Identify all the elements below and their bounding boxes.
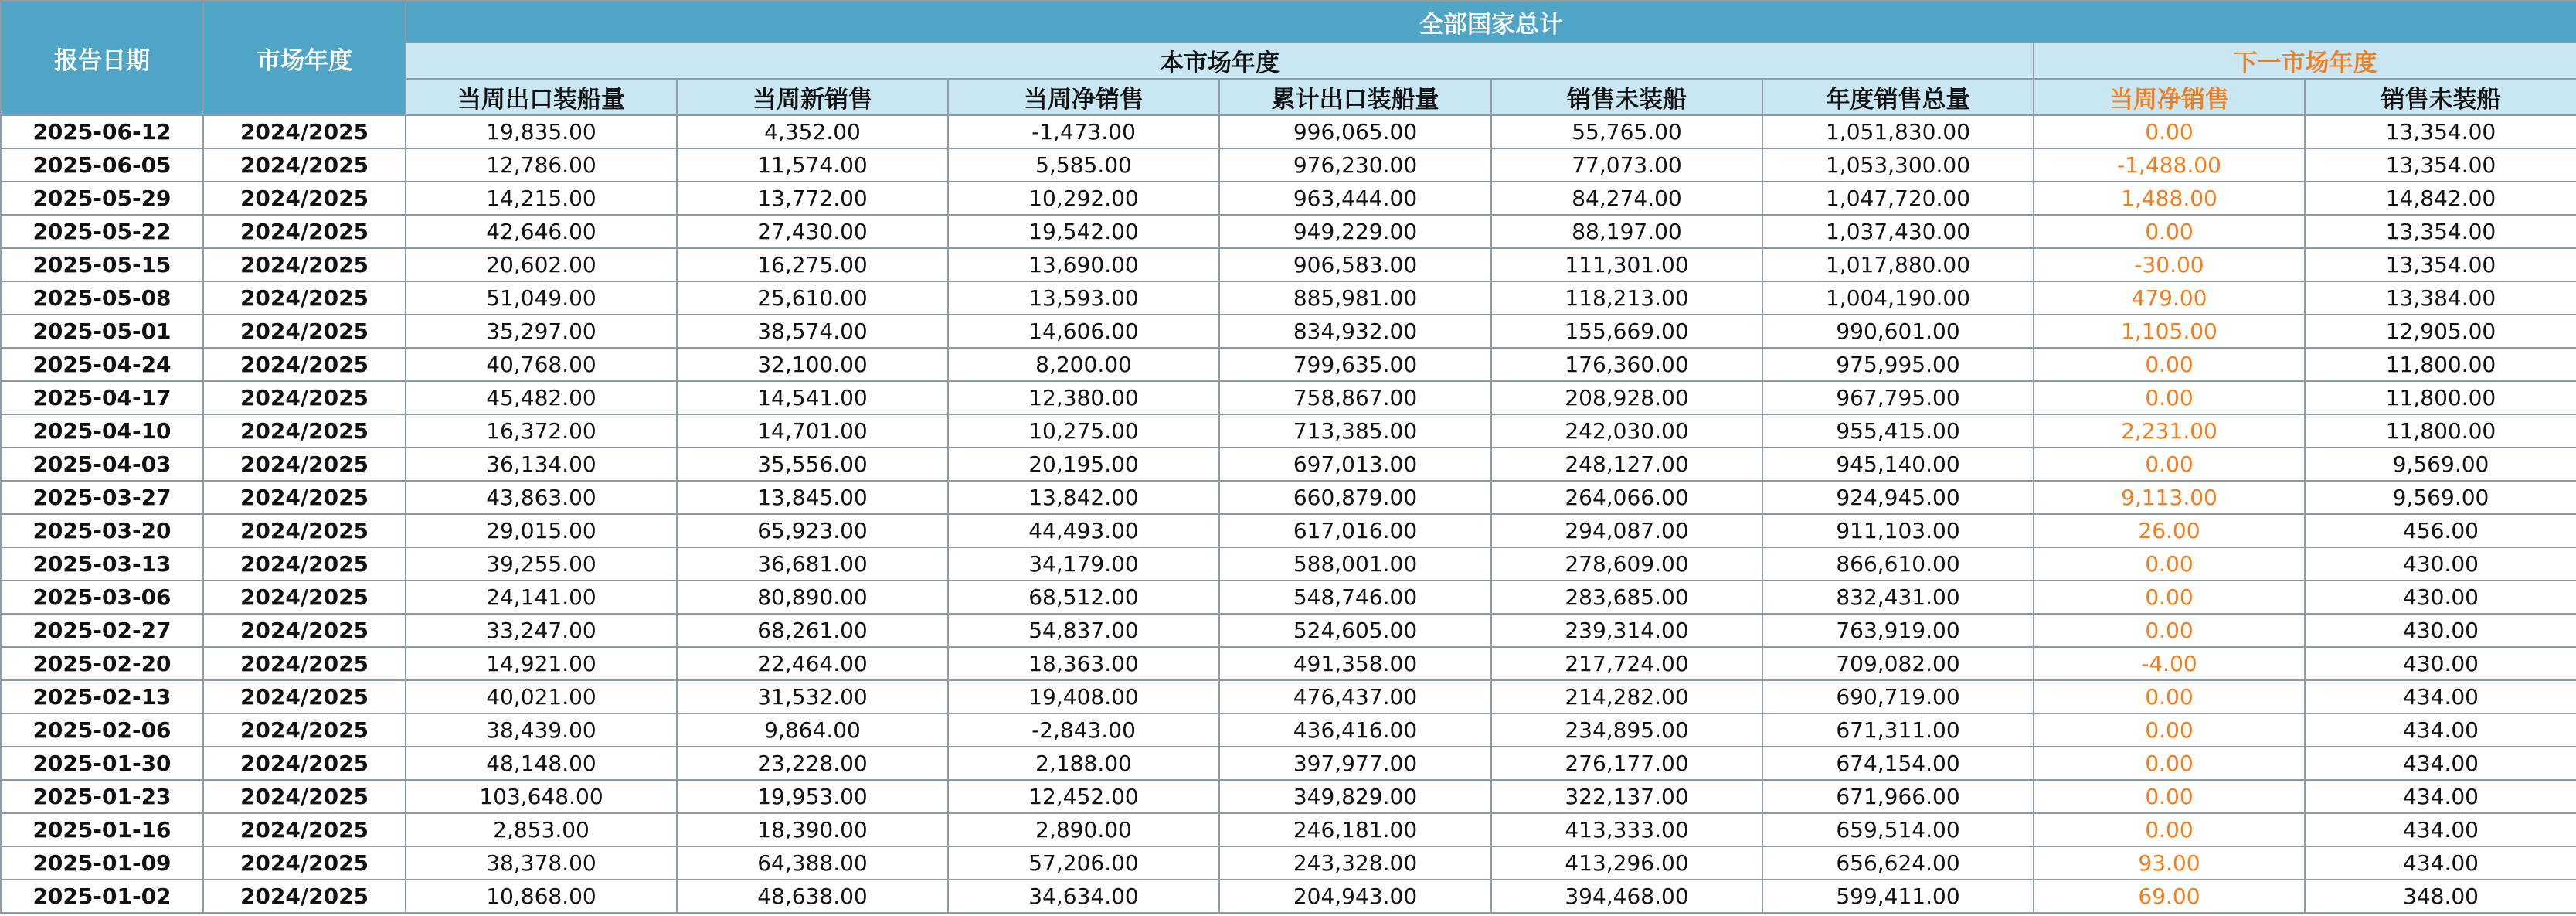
cell-weekly-net-sales[interactable]: 2,188.00 (948, 747, 1219, 780)
cell-next-weekly-net-sales[interactable]: 0.00 (2034, 547, 2305, 581)
cell-total-commitments[interactable]: 674,154.00 (1762, 747, 2034, 780)
cell-market-year[interactable]: 2024/2025 (203, 813, 406, 846)
cell-weekly-net-sales[interactable]: 12,452.00 (948, 780, 1219, 813)
cell-weekly-net-sales[interactable]: 13,842.00 (948, 481, 1219, 514)
table-row[interactable] (1, 780, 2576, 813)
cell-cumulative-exports[interactable]: 906,583.00 (1219, 248, 1491, 281)
cell-total-commitments[interactable]: 967,795.00 (1762, 381, 2034, 414)
cell-report-date[interactable]: 2025-03-27 (1, 481, 203, 514)
cell-weekly-exports[interactable]: 16,372.00 (406, 414, 677, 448)
cell-next-outstanding-sales[interactable]: 13,354.00 (2305, 215, 2576, 248)
table-row[interactable] (1, 581, 2576, 614)
cell-cumulative-exports[interactable]: 976,230.00 (1219, 148, 1491, 182)
cell-weekly-exports[interactable]: 38,378.00 (406, 846, 677, 880)
cell-market-year[interactable]: 2024/2025 (203, 713, 406, 747)
cell-outstanding-sales[interactable]: 208,928.00 (1491, 381, 1762, 414)
cell-report-date[interactable]: 2025-04-24 (1, 348, 203, 381)
header-all-countries-total: 全部国家总计 (406, 1, 2576, 43)
cell-outstanding-sales[interactable]: 264,066.00 (1491, 481, 1762, 514)
cell-report-date[interactable]: 2025-05-22 (1, 215, 203, 248)
cell-outstanding-sales[interactable]: 88,197.00 (1491, 215, 1762, 248)
cell-weekly-net-sales[interactable]: 10,275.00 (948, 414, 1219, 448)
cell-total-commitments[interactable]: 1,037,430.00 (1762, 215, 2034, 248)
table-row[interactable] (1, 713, 2576, 747)
cell-report-date[interactable]: 2025-01-09 (1, 846, 203, 880)
cell-total-commitments[interactable]: 671,966.00 (1762, 780, 2034, 813)
cell-cumulative-exports[interactable]: 548,746.00 (1219, 581, 1491, 614)
table-row[interactable] (1, 614, 2576, 647)
cell-total-commitments[interactable]: 1,017,880.00 (1762, 248, 2034, 281)
cell-total-commitments[interactable]: 1,004,190.00 (1762, 281, 2034, 315)
cell-next-outstanding-sales[interactable]: 13,354.00 (2305, 248, 2576, 281)
header-next-market-year: 下一市场年度 (2034, 43, 2576, 79)
cell-cumulative-exports[interactable]: 660,879.00 (1219, 481, 1491, 514)
cell-total-commitments[interactable]: 975,995.00 (1762, 348, 2034, 381)
cell-market-year[interactable]: 2024/2025 (203, 680, 406, 713)
cell-weekly-net-sales[interactable]: 44,493.00 (948, 514, 1219, 547)
table-row[interactable] (1, 315, 2576, 348)
cell-market-year[interactable]: 2024/2025 (203, 780, 406, 813)
cell-weekly-net-sales[interactable]: 8,200.00 (948, 348, 1219, 381)
cell-next-outstanding-sales[interactable]: 11,800.00 (2305, 381, 2576, 414)
cell-weekly-new-sales[interactable]: 65,923.00 (677, 514, 948, 547)
cell-weekly-net-sales[interactable]: 19,542.00 (948, 215, 1219, 248)
table-row[interactable] (1, 846, 2576, 880)
cell-next-weekly-net-sales[interactable]: 0.00 (2034, 713, 2305, 747)
cell-next-weekly-net-sales[interactable]: 0.00 (2034, 780, 2305, 813)
cell-report-date[interactable]: 2025-05-01 (1, 315, 203, 348)
cell-weekly-exports[interactable]: 42,646.00 (406, 215, 677, 248)
cell-next-outstanding-sales[interactable]: 13,354.00 (2305, 115, 2576, 148)
cell-weekly-new-sales[interactable]: 36,681.00 (677, 547, 948, 581)
cell-next-outstanding-sales[interactable]: 430.00 (2305, 614, 2576, 647)
cell-market-year[interactable]: 2024/2025 (203, 315, 406, 348)
cell-report-date[interactable]: 2025-03-13 (1, 547, 203, 581)
cell-total-commitments[interactable]: 1,047,720.00 (1762, 182, 2034, 215)
cell-outstanding-sales[interactable]: 294,087.00 (1491, 514, 1762, 547)
cell-total-commitments[interactable]: 656,624.00 (1762, 846, 2034, 880)
cell-weekly-new-sales[interactable]: 22,464.00 (677, 647, 948, 680)
cell-outstanding-sales[interactable]: 413,333.00 (1491, 813, 1762, 846)
cell-cumulative-exports[interactable]: 491,358.00 (1219, 647, 1491, 680)
header-market-year[interactable]: 市场年度 (203, 1, 406, 115)
cell-next-outstanding-sales[interactable]: 434.00 (2305, 680, 2576, 713)
cell-next-weekly-net-sales[interactable]: 0.00 (2034, 680, 2305, 713)
table-header (1, 1, 2576, 115)
cell-outstanding-sales[interactable]: 242,030.00 (1491, 414, 1762, 448)
cell-total-commitments[interactable]: 866,610.00 (1762, 547, 2034, 581)
cell-weekly-new-sales[interactable]: 19,953.00 (677, 780, 948, 813)
cell-weekly-net-sales[interactable]: 2,890.00 (948, 813, 1219, 846)
cell-market-year[interactable]: 2024/2025 (203, 614, 406, 647)
cell-outstanding-sales[interactable]: 234,895.00 (1491, 713, 1762, 747)
cell-next-weekly-net-sales[interactable]: -4.00 (2034, 647, 2305, 680)
cell-next-outstanding-sales[interactable]: 14,842.00 (2305, 182, 2576, 215)
cell-cumulative-exports[interactable]: 885,981.00 (1219, 281, 1491, 315)
cell-report-date[interactable]: 2025-05-08 (1, 281, 203, 315)
cell-report-date[interactable]: 2025-01-23 (1, 780, 203, 813)
cell-weekly-net-sales[interactable]: 34,634.00 (948, 880, 1219, 913)
cell-total-commitments[interactable]: 671,311.00 (1762, 713, 2034, 747)
cell-next-weekly-net-sales[interactable]: 2,231.00 (2034, 414, 2305, 448)
cell-cumulative-exports[interactable]: 524,605.00 (1219, 614, 1491, 647)
cell-cumulative-exports[interactable]: 996,065.00 (1219, 115, 1491, 148)
cell-total-commitments[interactable]: 955,415.00 (1762, 414, 2034, 448)
cell-next-weekly-net-sales[interactable]: 1,105.00 (2034, 315, 2305, 348)
cell-next-outstanding-sales[interactable]: 434.00 (2305, 813, 2576, 846)
cell-market-year[interactable]: 2024/2025 (203, 215, 406, 248)
cell-next-outstanding-sales[interactable]: 434.00 (2305, 846, 2576, 880)
cell-outstanding-sales[interactable]: 322,137.00 (1491, 780, 1762, 813)
cell-outstanding-sales[interactable]: 239,314.00 (1491, 614, 1762, 647)
cell-weekly-new-sales[interactable]: 9,864.00 (677, 713, 948, 747)
cell-market-year[interactable]: 2024/2025 (203, 547, 406, 581)
cell-cumulative-exports[interactable]: 799,635.00 (1219, 348, 1491, 381)
cell-weekly-new-sales[interactable]: 80,890.00 (677, 581, 948, 614)
cell-total-commitments[interactable]: 659,514.00 (1762, 813, 2034, 846)
cell-outstanding-sales[interactable]: 283,685.00 (1491, 581, 1762, 614)
cell-market-year[interactable]: 2024/2025 (203, 148, 406, 182)
cell-cumulative-exports[interactable]: 963,444.00 (1219, 182, 1491, 215)
cell-outstanding-sales[interactable]: 176,360.00 (1491, 348, 1762, 381)
cell-weekly-net-sales[interactable]: -1,473.00 (948, 115, 1219, 148)
cell-weekly-exports[interactable]: 40,021.00 (406, 680, 677, 713)
table-row[interactable] (1, 448, 2576, 481)
cell-cumulative-exports[interactable]: 204,943.00 (1219, 880, 1491, 913)
cell-cumulative-exports[interactable]: 697,013.00 (1219, 448, 1491, 481)
cell-total-commitments[interactable]: 1,051,830.00 (1762, 115, 2034, 148)
cell-next-outstanding-sales[interactable]: 348.00 (2305, 880, 2576, 913)
cell-weekly-exports[interactable]: 12,786.00 (406, 148, 677, 182)
cell-next-outstanding-sales[interactable]: 434.00 (2305, 713, 2576, 747)
cell-weekly-exports[interactable]: 14,921.00 (406, 647, 677, 680)
cell-weekly-exports[interactable]: 103,648.00 (406, 780, 677, 813)
cell-outstanding-sales[interactable]: 155,669.00 (1491, 315, 1762, 348)
cell-weekly-net-sales[interactable]: 20,195.00 (948, 448, 1219, 481)
cell-total-commitments[interactable]: 1,053,300.00 (1762, 148, 2034, 182)
cell-weekly-net-sales[interactable]: 54,837.00 (948, 614, 1219, 647)
cell-cumulative-exports[interactable]: 436,416.00 (1219, 713, 1491, 747)
cell-weekly-exports[interactable]: 14,215.00 (406, 182, 677, 215)
table-row[interactable] (1, 514, 2576, 547)
cell-report-date[interactable]: 2025-04-03 (1, 448, 203, 481)
cell-next-outstanding-sales[interactable]: 434.00 (2305, 780, 2576, 813)
cell-weekly-exports[interactable]: 39,255.00 (406, 547, 677, 581)
cell-next-weekly-net-sales[interactable]: -1,488.00 (2034, 148, 2305, 182)
header-weekly-new-sales[interactable]: 当周新销售 (677, 79, 948, 115)
cell-weekly-new-sales[interactable]: 35,556.00 (677, 448, 948, 481)
cell-weekly-net-sales[interactable]: 10,292.00 (948, 182, 1219, 215)
cell-weekly-net-sales[interactable]: 12,380.00 (948, 381, 1219, 414)
cell-next-outstanding-sales[interactable]: 434.00 (2305, 747, 2576, 780)
cell-report-date[interactable]: 2025-04-10 (1, 414, 203, 448)
cell-weekly-net-sales[interactable]: 19,408.00 (948, 680, 1219, 713)
cell-weekly-exports[interactable]: 51,049.00 (406, 281, 677, 315)
cell-report-date[interactable]: 2025-03-20 (1, 514, 203, 547)
cell-outstanding-sales[interactable]: 111,301.00 (1491, 248, 1762, 281)
cell-outstanding-sales[interactable]: 77,073.00 (1491, 148, 1762, 182)
cell-next-weekly-net-sales[interactable]: 0.00 (2034, 581, 2305, 614)
header-current-market-year: 本市场年度 (406, 43, 2034, 79)
cell-report-date[interactable]: 2025-03-06 (1, 581, 203, 614)
header-next-weekly-net-sales[interactable]: 当周净销售 (2034, 79, 2305, 115)
cell-weekly-exports[interactable]: 36,134.00 (406, 448, 677, 481)
table-row[interactable] (1, 148, 2576, 182)
cell-outstanding-sales[interactable]: 276,177.00 (1491, 747, 1762, 780)
cell-market-year[interactable]: 2024/2025 (203, 581, 406, 614)
cell-next-weekly-net-sales[interactable]: 93.00 (2034, 846, 2305, 880)
cell-next-weekly-net-sales[interactable]: 0.00 (2034, 381, 2305, 414)
cell-next-outstanding-sales[interactable]: 9,569.00 (2305, 448, 2576, 481)
cell-market-year[interactable]: 2024/2025 (203, 381, 406, 414)
cell-next-outstanding-sales[interactable]: 12,905.00 (2305, 315, 2576, 348)
cell-weekly-exports[interactable]: 24,141.00 (406, 581, 677, 614)
cell-weekly-net-sales[interactable]: 68,512.00 (948, 581, 1219, 614)
cell-market-year[interactable]: 2024/2025 (203, 647, 406, 680)
cell-total-commitments[interactable]: 924,945.00 (1762, 481, 2034, 514)
header-outstanding-sales[interactable]: 销售未装船 (1491, 79, 1762, 115)
cell-total-commitments[interactable]: 911,103.00 (1762, 514, 2034, 547)
cell-weekly-net-sales[interactable]: 18,363.00 (948, 647, 1219, 680)
table-row[interactable] (1, 813, 2576, 846)
cell-report-date[interactable]: 2025-05-15 (1, 248, 203, 281)
cell-report-date[interactable]: 2025-02-06 (1, 713, 203, 747)
table-row[interactable] (1, 182, 2576, 215)
cell-outstanding-sales[interactable]: 118,213.00 (1491, 281, 1762, 315)
cell-next-outstanding-sales[interactable]: 11,800.00 (2305, 348, 2576, 381)
cell-next-outstanding-sales[interactable]: 456.00 (2305, 514, 2576, 547)
table-row[interactable] (1, 414, 2576, 448)
table-row[interactable] (1, 680, 2576, 713)
header-weekly-net-sales[interactable]: 当周净销售 (948, 79, 1219, 115)
cell-outstanding-sales[interactable]: 84,274.00 (1491, 182, 1762, 215)
cell-weekly-new-sales[interactable]: 64,388.00 (677, 846, 948, 880)
cell-weekly-exports[interactable]: 48,148.00 (406, 747, 677, 780)
cell-weekly-exports[interactable]: 45,482.00 (406, 381, 677, 414)
cell-report-date[interactable]: 2025-01-02 (1, 880, 203, 913)
table-row[interactable] (1, 348, 2576, 381)
cell-market-year[interactable]: 2024/2025 (203, 348, 406, 381)
cell-next-outstanding-sales[interactable]: 13,384.00 (2305, 281, 2576, 315)
cell-next-weekly-net-sales[interactable]: 479.00 (2034, 281, 2305, 315)
cell-weekly-exports[interactable]: 38,439.00 (406, 713, 677, 747)
cell-outstanding-sales[interactable]: 394,468.00 (1491, 880, 1762, 913)
cell-weekly-net-sales[interactable]: 14,606.00 (948, 315, 1219, 348)
header-weekly-exports[interactable]: 当周出口装船量 (406, 79, 677, 115)
table-row[interactable] (1, 481, 2576, 514)
cell-market-year[interactable]: 2024/2025 (203, 747, 406, 780)
cell-weekly-exports[interactable]: 40,768.00 (406, 348, 677, 381)
cell-next-outstanding-sales[interactable]: 11,800.00 (2305, 414, 2576, 448)
cell-next-outstanding-sales[interactable]: 430.00 (2305, 547, 2576, 581)
cell-report-date[interactable]: 2025-01-16 (1, 813, 203, 846)
cell-next-weekly-net-sales[interactable]: 1,488.00 (2034, 182, 2305, 215)
cell-weekly-new-sales[interactable]: 27,430.00 (677, 215, 948, 248)
cell-outstanding-sales[interactable]: 214,282.00 (1491, 680, 1762, 713)
cell-weekly-exports[interactable]: 20,602.00 (406, 248, 677, 281)
header-report-date[interactable]: 报告日期 (1, 1, 203, 115)
cell-next-weekly-net-sales[interactable]: 69.00 (2034, 880, 2305, 913)
cell-weekly-exports[interactable]: 29,015.00 (406, 514, 677, 547)
cell-market-year[interactable]: 2024/2025 (203, 846, 406, 880)
cell-weekly-new-sales[interactable]: 48,638.00 (677, 880, 948, 913)
table-row[interactable] (1, 381, 2576, 414)
table-row[interactable] (1, 248, 2576, 281)
cell-report-date[interactable]: 2025-04-17 (1, 381, 203, 414)
cell-next-weekly-net-sales[interactable]: 9,113.00 (2034, 481, 2305, 514)
cell-next-weekly-net-sales[interactable]: 0.00 (2034, 348, 2305, 381)
cell-weekly-new-sales[interactable]: 4,352.00 (677, 115, 948, 148)
cell-weekly-new-sales[interactable]: 68,261.00 (677, 614, 948, 647)
table-row[interactable] (1, 547, 2576, 581)
cell-total-commitments[interactable]: 709,082.00 (1762, 647, 2034, 680)
table-body (1, 115, 2576, 913)
cell-weekly-net-sales[interactable]: 13,593.00 (948, 281, 1219, 315)
table-row[interactable] (1, 115, 2576, 148)
cell-next-weekly-net-sales[interactable]: 26.00 (2034, 514, 2305, 547)
cell-weekly-new-sales[interactable]: 18,390.00 (677, 813, 948, 846)
cell-next-outstanding-sales[interactable]: 13,354.00 (2305, 148, 2576, 182)
cell-next-outstanding-sales[interactable]: 430.00 (2305, 647, 2576, 680)
cell-report-date[interactable]: 2025-06-12 (1, 115, 203, 148)
cell-report-date[interactable]: 2025-02-20 (1, 647, 203, 680)
cell-weekly-new-sales[interactable]: 16,275.00 (677, 248, 948, 281)
table-row[interactable] (1, 215, 2576, 248)
cell-weekly-new-sales[interactable]: 13,845.00 (677, 481, 948, 514)
header-next-outstanding-sales[interactable]: 销售未装船 (2305, 79, 2576, 115)
cell-cumulative-exports[interactable]: 588,001.00 (1219, 547, 1491, 581)
cell-cumulative-exports[interactable]: 617,016.00 (1219, 514, 1491, 547)
cell-weekly-exports[interactable]: 19,835.00 (406, 115, 677, 148)
cell-report-date[interactable]: 2025-06-05 (1, 148, 203, 182)
cell-weekly-new-sales[interactable]: 11,574.00 (677, 148, 948, 182)
cell-total-commitments[interactable]: 690,719.00 (1762, 680, 2034, 713)
cell-weekly-new-sales[interactable]: 23,228.00 (677, 747, 948, 780)
cell-report-date[interactable]: 2025-02-13 (1, 680, 203, 713)
cell-cumulative-exports[interactable]: 476,437.00 (1219, 680, 1491, 713)
header-cumulative-exports[interactable]: 累计出口装船量 (1219, 79, 1491, 115)
cell-next-weekly-net-sales[interactable]: 0.00 (2034, 614, 2305, 647)
cell-weekly-exports[interactable]: 33,247.00 (406, 614, 677, 647)
cell-market-year[interactable]: 2024/2025 (203, 448, 406, 481)
cell-weekly-new-sales[interactable]: 13,772.00 (677, 182, 948, 215)
cell-market-year[interactable]: 2024/2025 (203, 514, 406, 547)
cell-weekly-new-sales[interactable]: 32,100.00 (677, 348, 948, 381)
cell-outstanding-sales[interactable]: 55,765.00 (1491, 115, 1762, 148)
cell-weekly-net-sales[interactable]: 5,585.00 (948, 148, 1219, 182)
cell-next-outstanding-sales[interactable]: 430.00 (2305, 581, 2576, 614)
cell-weekly-net-sales[interactable]: 34,179.00 (948, 547, 1219, 581)
cell-weekly-new-sales[interactable]: 31,532.00 (677, 680, 948, 713)
cell-cumulative-exports[interactable]: 246,181.00 (1219, 813, 1491, 846)
cell-weekly-new-sales[interactable]: 14,701.00 (677, 414, 948, 448)
cell-total-commitments[interactable]: 990,601.00 (1762, 315, 2034, 348)
cell-weekly-net-sales[interactable]: 13,690.00 (948, 248, 1219, 281)
cell-cumulative-exports[interactable]: 949,229.00 (1219, 215, 1491, 248)
header-total-commitments[interactable]: 年度销售总量 (1762, 79, 2034, 115)
cell-weekly-net-sales[interactable]: 57,206.00 (948, 846, 1219, 880)
cell-cumulative-exports[interactable]: 713,385.00 (1219, 414, 1491, 448)
cell-weekly-new-sales[interactable]: 25,610.00 (677, 281, 948, 315)
cell-weekly-new-sales[interactable]: 38,574.00 (677, 315, 948, 348)
cell-market-year[interactable]: 2024/2025 (203, 248, 406, 281)
table-row[interactable] (1, 880, 2576, 913)
cell-total-commitments[interactable]: 763,919.00 (1762, 614, 2034, 647)
table-row[interactable] (1, 281, 2576, 315)
table-row[interactable] (1, 747, 2576, 780)
cell-outstanding-sales[interactable]: 217,724.00 (1491, 647, 1762, 680)
cell-market-year[interactable]: 2024/2025 (203, 115, 406, 148)
cell-outstanding-sales[interactable]: 248,127.00 (1491, 448, 1762, 481)
cell-weekly-exports[interactable]: 43,863.00 (406, 481, 677, 514)
cell-next-weekly-net-sales[interactable]: 0.00 (2034, 813, 2305, 846)
cell-market-year[interactable]: 2024/2025 (203, 880, 406, 913)
cell-total-commitments[interactable]: 945,140.00 (1762, 448, 2034, 481)
cell-weekly-exports[interactable]: 2,853.00 (406, 813, 677, 846)
cell-report-date[interactable]: 2025-02-27 (1, 614, 203, 647)
cell-market-year[interactable]: 2024/2025 (203, 414, 406, 448)
cell-total-commitments[interactable]: 832,431.00 (1762, 581, 2034, 614)
cell-weekly-exports[interactable]: 35,297.00 (406, 315, 677, 348)
cell-cumulative-exports[interactable]: 834,932.00 (1219, 315, 1491, 348)
table-row[interactable] (1, 647, 2576, 680)
cell-market-year[interactable]: 2024/2025 (203, 481, 406, 514)
cell-next-weekly-net-sales[interactable]: 0.00 (2034, 448, 2305, 481)
cell-market-year[interactable]: 2024/2025 (203, 281, 406, 315)
cell-weekly-net-sales[interactable]: -2,843.00 (948, 713, 1219, 747)
cell-next-weekly-net-sales[interactable]: 0.00 (2034, 747, 2305, 780)
cell-cumulative-exports[interactable]: 243,328.00 (1219, 846, 1491, 880)
cell-cumulative-exports[interactable]: 397,977.00 (1219, 747, 1491, 780)
cell-report-date[interactable]: 2025-01-30 (1, 747, 203, 780)
cell-weekly-new-sales[interactable]: 14,541.00 (677, 381, 948, 414)
cell-outstanding-sales[interactable]: 413,296.00 (1491, 846, 1762, 880)
cell-total-commitments[interactable]: 599,411.00 (1762, 880, 2034, 913)
cell-weekly-exports[interactable]: 10,868.00 (406, 880, 677, 913)
cell-report-date[interactable]: 2025-05-29 (1, 182, 203, 215)
cell-next-weekly-net-sales[interactable]: 0.00 (2034, 115, 2305, 148)
cell-next-weekly-net-sales[interactable]: 0.00 (2034, 215, 2305, 248)
cell-next-weekly-net-sales[interactable]: -30.00 (2034, 248, 2305, 281)
cell-cumulative-exports[interactable]: 349,829.00 (1219, 780, 1491, 813)
cell-outstanding-sales[interactable]: 278,609.00 (1491, 547, 1762, 581)
cell-cumulative-exports[interactable]: 758,867.00 (1219, 381, 1491, 414)
cell-market-year[interactable]: 2024/2025 (203, 182, 406, 215)
cell-next-outstanding-sales[interactable]: 9,569.00 (2305, 481, 2576, 514)
